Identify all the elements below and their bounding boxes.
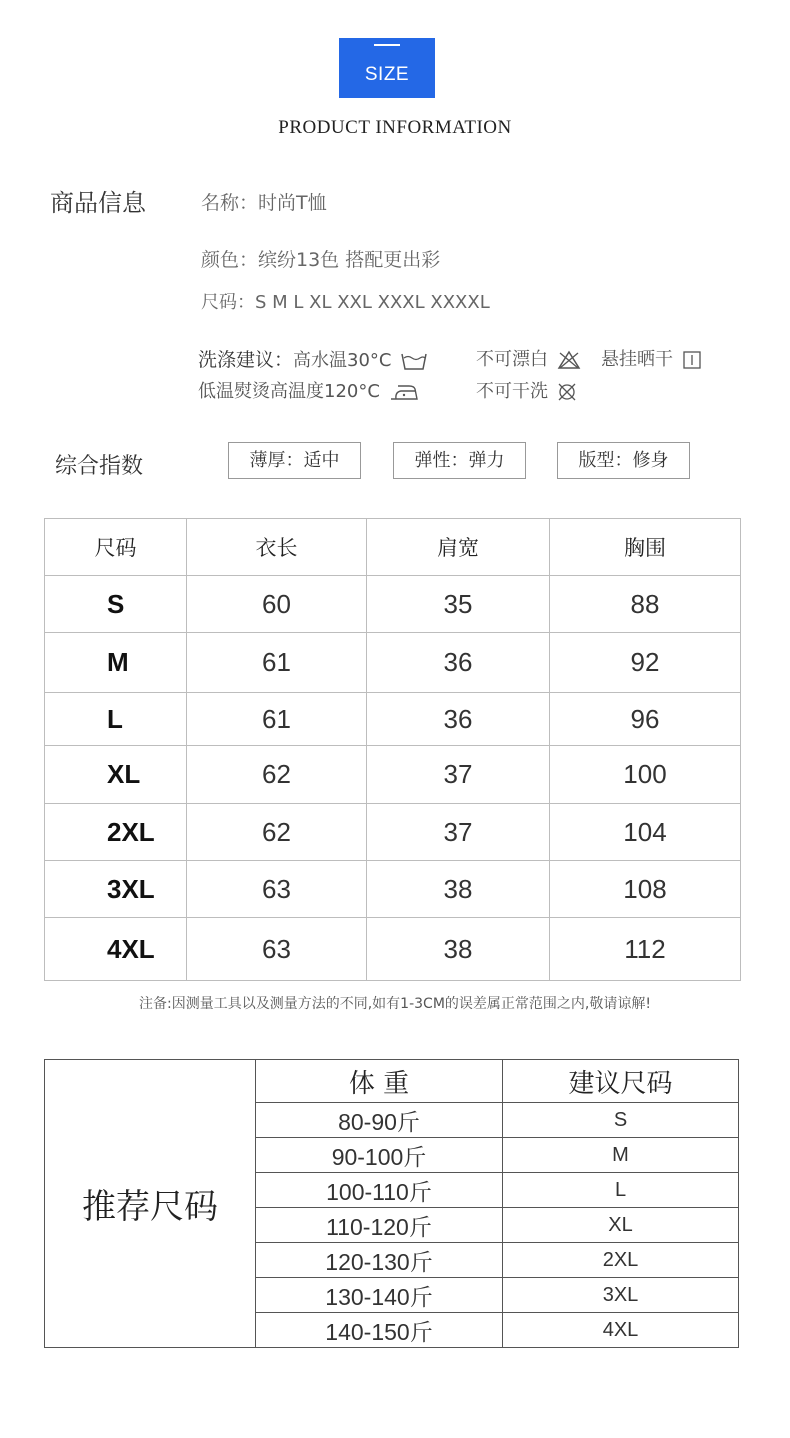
recommend-header-row — [45, 1060, 739, 1103]
suggested-size-cell: M — [503, 1138, 739, 1173]
size-table — [44, 518, 741, 981]
care-no-bleach — [476, 345, 581, 371]
table-row — [45, 918, 741, 981]
weight-cell: 130-140斤 — [256, 1278, 503, 1313]
length-cell: 61 — [187, 633, 367, 693]
no-dry-clean-text: 不可干洗 — [476, 381, 548, 402]
suggested-size-cell: XL — [503, 1208, 739, 1243]
length-cell: 63 — [187, 918, 367, 981]
product-name: 名称：时尚T恤 — [201, 192, 327, 214]
length-cell: 60 — [187, 576, 367, 633]
product-info-label: 商品信息 — [50, 189, 146, 217]
shoulder-cell: 38 — [367, 861, 550, 918]
suggested-size-cell: 2XL — [503, 1243, 739, 1278]
chest-cell: 88 — [550, 576, 741, 633]
size-badge — [339, 38, 435, 98]
table-row — [45, 576, 741, 633]
suggested-size-cell: 3XL — [503, 1278, 739, 1313]
length-cell: 61 — [187, 693, 367, 746]
index-label: 综合指数 — [55, 454, 144, 479]
iron-text: 低温熨烫高温度120°C — [198, 381, 380, 402]
no-bleach-text: 不可漂白 — [476, 349, 548, 370]
size-cell: 2XL — [45, 804, 187, 861]
iron-icon — [389, 383, 419, 401]
measurement-note: 注备:因测量工具以及测量方法的不同,如有1-3CM的误差属正常范围之内,敬请谅解! — [139, 996, 651, 1012]
size-cell: L — [45, 693, 187, 746]
chest-cell: 92 — [550, 633, 741, 693]
weight-cell: 140-150斤 — [256, 1313, 503, 1348]
table-row — [45, 746, 741, 804]
length-cell: 63 — [187, 861, 367, 918]
shoulder-cell: 37 — [367, 746, 550, 804]
suggested-size-cell: 4XL — [503, 1313, 739, 1348]
no-dry-clean-icon — [557, 382, 577, 402]
recommend-label: 推荐尺码 — [45, 1060, 256, 1348]
no-bleach-icon — [557, 350, 581, 370]
weight-cell: 120-130斤 — [256, 1243, 503, 1278]
chest-cell: 112 — [550, 918, 741, 981]
size-cell: 3XL — [45, 861, 187, 918]
table-row — [45, 861, 741, 918]
table-row — [45, 804, 741, 861]
care-hang-dry — [601, 345, 702, 371]
care-no-dry-clean — [476, 377, 577, 403]
hang-dry-text: 悬挂晒干 — [601, 349, 673, 370]
weight-cell: 80-90斤 — [256, 1103, 503, 1138]
chest-cell: 96 — [550, 693, 741, 746]
shoulder-cell: 37 — [367, 804, 550, 861]
weight-cell: 90-100斤 — [256, 1138, 503, 1173]
shoulder-cell: 36 — [367, 633, 550, 693]
size-cell: 4XL — [45, 918, 187, 981]
weight-cell: 100-110斤 — [256, 1173, 503, 1208]
length-cell: 62 — [187, 746, 367, 804]
hang-dry-icon — [682, 350, 702, 370]
elasticity-box: 弹性：弹力 — [393, 442, 526, 479]
suggested-size-cell: S — [503, 1103, 739, 1138]
size-table-header — [45, 519, 741, 576]
care-label: 洗涤建议： — [198, 349, 294, 371]
weight-cell: 110-120斤 — [256, 1208, 503, 1243]
care-iron — [198, 377, 419, 403]
size-cell: XL — [45, 746, 187, 804]
product-colors: 颜色：缤纷13色 搭配更出彩 — [201, 249, 441, 271]
badge-bar — [374, 44, 400, 46]
shoulder-cell: 35 — [367, 576, 550, 633]
care-wash — [198, 345, 428, 372]
shoulder-cell: 38 — [367, 918, 550, 981]
chest-cell: 100 — [550, 746, 741, 804]
header-suggested-size: 建议尺码 — [503, 1060, 739, 1103]
badge-label: SIZE — [364, 64, 410, 85]
header-weight: 体 重 — [256, 1060, 503, 1103]
suggested-size-cell: L — [503, 1173, 739, 1208]
table-row — [45, 633, 741, 693]
page-title: PRODUCT INFORMATION — [278, 117, 512, 138]
fit-box: 版型：修身 — [557, 442, 690, 479]
chest-cell: 104 — [550, 804, 741, 861]
recommend-table — [44, 1059, 739, 1348]
product-sizes: 尺码：S M L XL XXL XXXL XXXXL — [201, 292, 490, 313]
shoulder-cell: 36 — [367, 693, 550, 746]
size-cell: S — [45, 576, 187, 633]
chest-cell: 108 — [550, 861, 741, 918]
thickness-box: 薄厚：适中 — [228, 442, 361, 479]
header-size: 尺码 — [45, 519, 187, 576]
care-wash-text: 高水温30°C — [293, 350, 392, 371]
size-cell: M — [45, 633, 187, 693]
header-chest: 胸围 — [550, 519, 741, 576]
table-row — [45, 693, 741, 746]
header-shoulder: 肩宽 — [367, 519, 550, 576]
wash-tub-icon — [400, 350, 428, 372]
header-length: 衣长 — [187, 519, 367, 576]
length-cell: 62 — [187, 804, 367, 861]
